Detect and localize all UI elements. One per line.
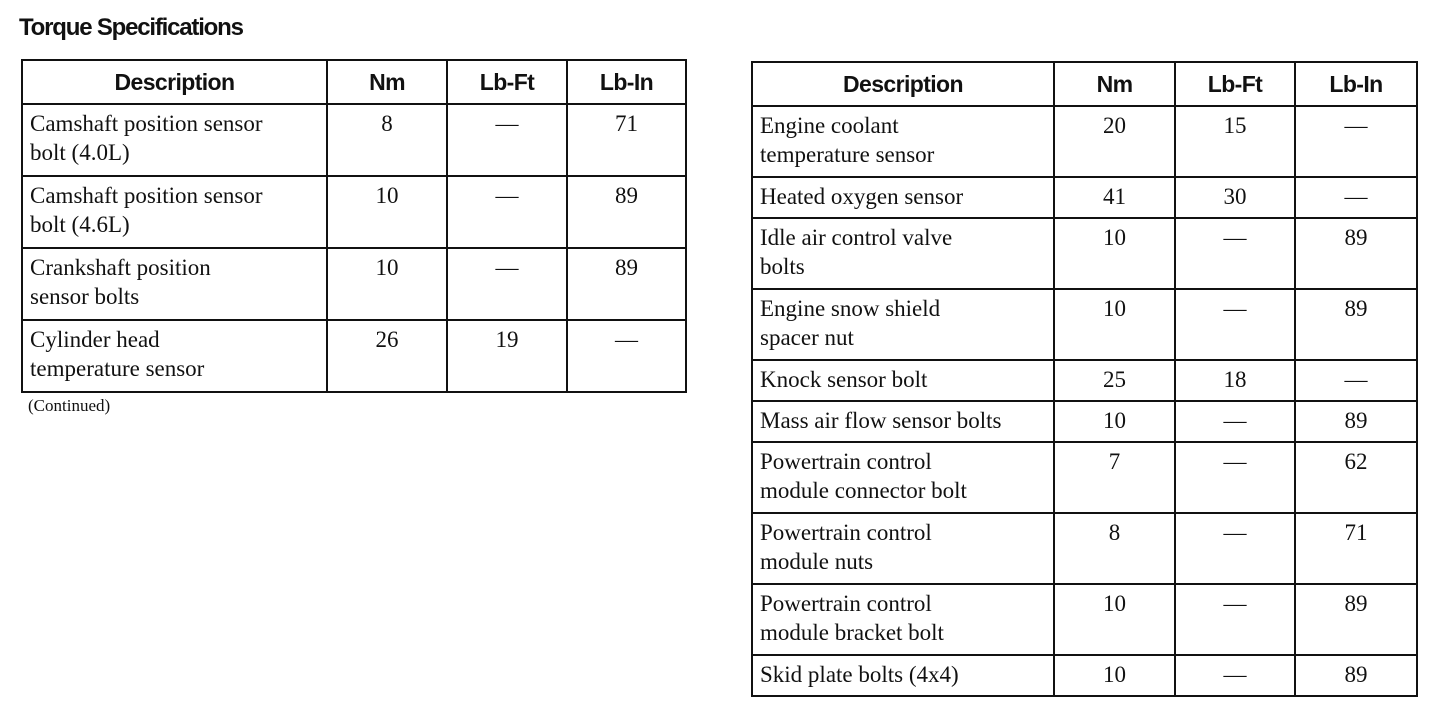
description-line-1: Engine coolant (760, 113, 899, 138)
description-line-1: Engine snow shield (760, 296, 941, 321)
nm-cell: 10 (1054, 401, 1175, 442)
torque-table-right (751, 61, 1418, 697)
lb-in-cell: 89 (1295, 401, 1417, 442)
description-line-1: Powertrain control (760, 520, 932, 545)
lb-in-cell: — (1295, 360, 1417, 401)
lb-ft-cell: — (1175, 218, 1295, 289)
lb-in-cell: 89 (1295, 584, 1417, 655)
lb-ft-cell: 30 (1175, 177, 1295, 218)
torque-table-left (21, 59, 687, 393)
lb-in-cell: 89 (1295, 289, 1417, 360)
header-row (22, 60, 686, 104)
description-cell (752, 442, 1054, 513)
description-line-1: Mass air flow sensor bolts (760, 408, 1002, 433)
description-cell (752, 177, 1054, 218)
description-cell (22, 320, 327, 392)
table-row (22, 104, 686, 176)
lb-ft-cell: — (1175, 289, 1295, 360)
description-line-2: module nuts (760, 549, 874, 574)
nm-cell: 7 (1054, 442, 1175, 513)
lb-in-cell: — (1295, 106, 1417, 177)
table-row (752, 401, 1417, 442)
lb-ft-cell: — (447, 176, 567, 248)
lb-ft-cell: — (1175, 442, 1295, 513)
table-row (752, 360, 1417, 401)
lb-ft-cell: — (447, 248, 567, 320)
table-row (752, 218, 1417, 289)
lb-ft-cell: — (1175, 401, 1295, 442)
description-line-2: spacer nut (760, 325, 854, 350)
nm-cell: 8 (327, 104, 447, 176)
description-cell (22, 248, 327, 320)
description-cell (752, 655, 1054, 696)
description-line-2: bolt (4.0L) (30, 140, 130, 165)
header-description: Description (22, 60, 327, 104)
table-row (22, 176, 686, 248)
lb-in-cell: 89 (1295, 655, 1417, 696)
lb-ft-cell: 19 (447, 320, 567, 392)
description-line-1: Idle air control valve (760, 225, 953, 250)
lb-in-cell: 71 (1295, 513, 1417, 584)
description-line-1: Heated oxygen sensor (760, 184, 964, 209)
table-row (752, 442, 1417, 513)
description-line-2: temperature sensor (30, 356, 205, 381)
lb-in-cell: 89 (1295, 218, 1417, 289)
description-line-1: Crankshaft position (30, 255, 211, 280)
header-description: Description (752, 62, 1054, 106)
nm-cell: 10 (1054, 289, 1175, 360)
description-line-1: Knock sensor bolt (760, 367, 928, 392)
description-line-1: Camshaft position sensor (30, 183, 263, 208)
description-cell (752, 401, 1054, 442)
header-lb-ft: Lb-Ft (447, 60, 567, 104)
lb-ft-cell: 15 (1175, 106, 1295, 177)
lb-ft-cell: — (447, 104, 567, 176)
description-line-2: bolts (760, 254, 805, 279)
nm-cell: 10 (1054, 218, 1175, 289)
description-cell (752, 360, 1054, 401)
description-line-2: temperature sensor (760, 142, 935, 167)
lb-in-cell: 71 (567, 104, 686, 176)
nm-cell: 8 (1054, 513, 1175, 584)
lb-ft-cell: — (1175, 513, 1295, 584)
description-cell (22, 104, 327, 176)
table-row (22, 248, 686, 320)
lb-ft-cell: — (1175, 584, 1295, 655)
description-cell (752, 289, 1054, 360)
description-line-2: module bracket bolt (760, 620, 944, 645)
description-line-1: Camshaft position sensor (30, 111, 263, 136)
table-row (752, 177, 1417, 218)
header-lb-in: Lb-In (1295, 62, 1417, 106)
header-row (752, 62, 1417, 106)
description-line-1: Powertrain control (760, 591, 932, 616)
table-row (752, 655, 1417, 696)
description-cell (752, 218, 1054, 289)
nm-cell: 20 (1054, 106, 1175, 177)
page-title: Torque Specifications (19, 14, 243, 41)
description-cell (752, 513, 1054, 584)
nm-cell: 26 (327, 320, 447, 392)
lb-in-cell: 89 (567, 176, 686, 248)
description-line-1: Skid plate bolts (4x4) (760, 662, 959, 687)
nm-cell: 25 (1054, 360, 1175, 401)
description-cell (752, 106, 1054, 177)
description-line-2: sensor bolts (30, 284, 140, 309)
table-row (22, 320, 686, 392)
description-line-1: Powertrain control (760, 449, 932, 474)
header-lb-in: Lb-In (567, 60, 686, 104)
description-cell (752, 584, 1054, 655)
nm-cell: 41 (1054, 177, 1175, 218)
description-line-1: Cylinder head (30, 327, 160, 352)
nm-cell: 10 (327, 176, 447, 248)
lb-ft-cell: 18 (1175, 360, 1295, 401)
header-nm: Nm (327, 60, 447, 104)
nm-cell: 10 (1054, 655, 1175, 696)
header-lb-ft: Lb-Ft (1175, 62, 1295, 106)
table-row (752, 106, 1417, 177)
lb-in-cell: 62 (1295, 442, 1417, 513)
nm-cell: 10 (1054, 584, 1175, 655)
lb-in-cell: — (1295, 177, 1417, 218)
table-row (752, 289, 1417, 360)
lb-in-cell: 89 (567, 248, 686, 320)
lb-in-cell: — (567, 320, 686, 392)
description-cell (22, 176, 327, 248)
description-line-2: module connector bolt (760, 478, 967, 503)
nm-cell: 10 (327, 248, 447, 320)
lb-ft-cell: — (1175, 655, 1295, 696)
table-row (752, 584, 1417, 655)
table-row (752, 513, 1417, 584)
description-line-2: bolt (4.6L) (30, 212, 130, 237)
header-nm: Nm (1054, 62, 1175, 106)
continued-note: (Continued) (28, 396, 111, 415)
